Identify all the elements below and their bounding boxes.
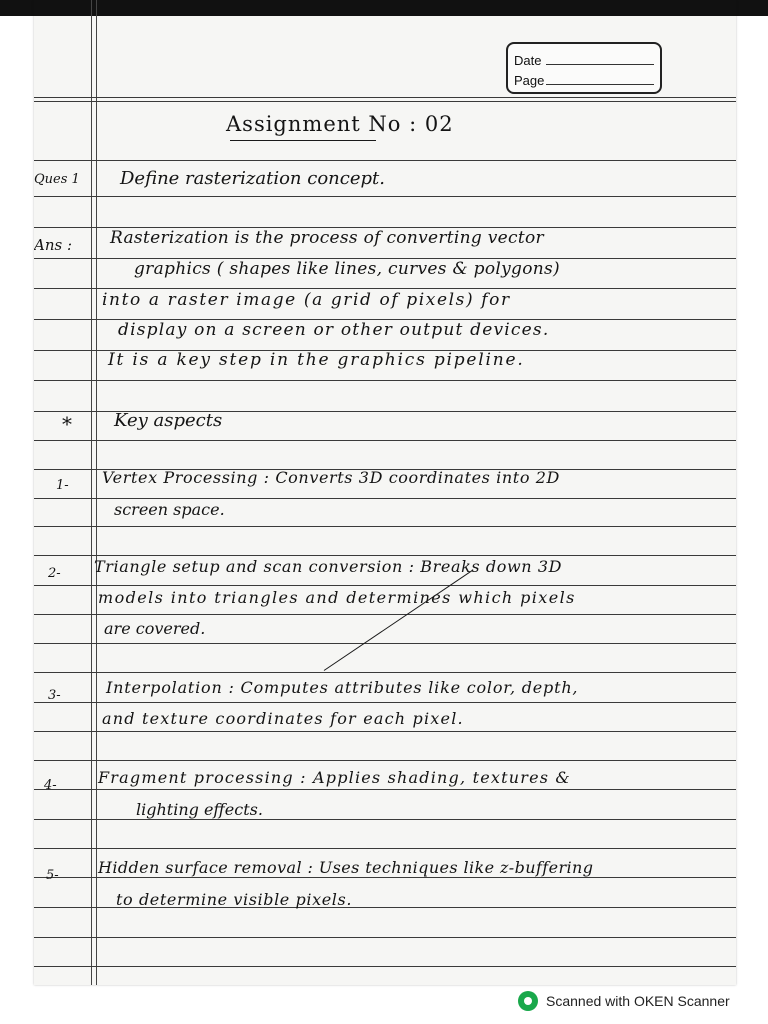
scanner-logo-icon [518,991,538,1011]
question-marker: Ques 1 [34,172,80,187]
ruled-line [34,760,736,761]
point-line: Triangle setup and scan conversion : Breaks down 3D [94,557,563,576]
date-label: Date [514,53,542,68]
point-line: are covered. [104,619,206,638]
point-line: Vertex Processing : Converts 3D coordinates into 2D [102,468,560,487]
date-page-box [506,42,662,94]
point-line: lighting effects. [136,800,263,819]
margin-line-left [91,0,92,985]
ruled-line [34,440,736,441]
title-underline [230,140,376,141]
point-line: Interpolation : Computes attributes like color, depth, [106,678,579,697]
answer-line: into a raster image (a grid of pixels) for [102,290,511,310]
point-line: and texture coordinates for each pixel. [102,709,464,728]
key-aspects-marker: * [62,412,72,436]
answer-marker: Ans : [34,236,73,254]
ruled-line [34,160,736,161]
ruled-line [34,288,736,289]
ruled-line [34,731,736,732]
answer-line: display on a screen or other output devices. [118,320,550,340]
point-line: to determine visible pixels. [116,890,353,909]
key-aspects-heading: Key aspects [114,410,223,431]
margin-line-right [96,0,97,985]
point-line: Fragment processing : Applies shading, textures & [98,768,571,787]
ruled-line [34,672,736,673]
ruled-line [34,937,736,938]
ruled-line [34,702,736,703]
page-top-shadow [34,0,736,16]
point-line: Hidden surface removal : Uses techniques like z-buffering [98,858,594,877]
point-number: 2- [48,566,61,581]
ruled-line [34,101,736,102]
ruled-line [34,789,736,790]
answer-line: It is a key step in the graphics pipeline. [108,350,525,370]
ruled-line [34,526,736,527]
ruled-line [34,585,736,586]
ruled-line [34,966,736,967]
ruled-line [34,643,736,644]
ruled-line [34,380,736,381]
notebook-page [34,0,736,985]
point-number: 3- [48,688,61,703]
point-number: 4- [44,778,57,793]
page-rule [546,84,654,85]
ruled-line [34,614,736,615]
ruled-line [34,196,736,197]
assignment-title: Assignment No : 02 [226,112,454,136]
ruled-line [34,819,736,820]
point-line: screen space. [114,500,225,519]
answer-line: Rasterization is the process of converting vector [110,228,544,248]
ruled-line [34,498,736,499]
page-label: Page [514,73,545,88]
answer-line: graphics ( shapes like lines, curves & polygons) [134,259,560,279]
ruled-line [34,848,736,849]
point-line: models into triangles and determines which pixels [98,588,576,607]
question-text: Define rasterization concept. [120,168,385,189]
ruled-line [34,877,736,878]
point-number: 1- [56,478,69,493]
ruled-line [34,97,736,98]
scanner-watermark-text: Scanned with OKEN Scanner [546,993,730,1009]
ruled-line [34,555,736,556]
point-number: 5- [46,868,59,883]
date-rule [546,64,654,65]
scanner-watermark [518,990,730,1012]
